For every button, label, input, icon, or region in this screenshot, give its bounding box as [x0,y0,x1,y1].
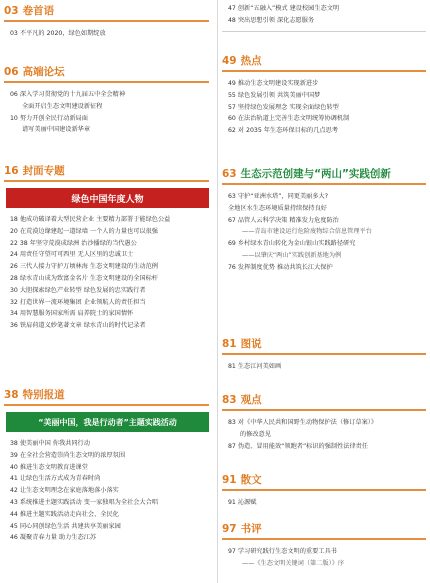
entry-title: 品管人云科学决策 精准发力危度防治 [237,216,339,224]
entry-title: 伪造、冒用能效“领跑者”标识的强制性法律责任 [237,442,369,450]
section-title: 图说 [240,338,262,350]
entry-title: 推进生态文明教育进课堂 [19,463,88,471]
section-divider [222,353,426,355]
page-number: 42 [10,487,18,495]
section-divider [4,81,209,83]
entry-title: 发挥制度优势 推动共筑长江大保护 [237,263,333,271]
section-divider [222,489,426,491]
page-number: 24 [10,251,18,259]
entry-title: 大胆探索绿色产业转型 绿色发展的忠实践行者 [19,286,146,294]
entry-title: 推进主题实践活动走向社会、全民化 [19,510,119,518]
section-header [0,387,213,403]
toc-entry [228,215,426,227]
entry-list [218,540,430,570]
section-number: 91 [222,474,237,486]
toc-entry [228,191,426,203]
toc-entry [10,273,209,285]
entry-title: 突出思想引领 深化志愿服务 [237,16,315,24]
section-title: 卷首语 [22,5,55,17]
section-title: 观点 [240,394,262,406]
entry-title: 打造世界一流环境集团 企业领航人的责任担当 [19,298,146,306]
entry-title: 让生态文明理念在家庭落地落小落实 [19,487,119,495]
entry-title: 用智慧服务国家所需 肩养院士的家国情怀 [19,310,134,318]
section-header [0,3,213,19]
toc-entry [10,113,209,125]
section-number: 16 [4,165,19,177]
entry-title: 使美丽中国 你我共同行动 [19,440,90,447]
section-cover-story [0,163,213,332]
toc-entry [10,249,209,261]
section-divider [222,538,426,540]
toc-entry [228,497,426,509]
toc-entry [228,546,426,558]
entry-title: 用责任守望可可西里 无人区里的忠诚卫士 [19,251,134,259]
section-continued [218,1,430,32]
entry-title: ——青岛市建设运行危险废物综合信息管理平台 [242,228,372,236]
entry-title: 绿水青山成为致富金名片 生态文明建设的全国标杆 [19,274,158,282]
cover-story-banner: 绿色中国年度人物 [6,188,209,208]
page-number: 44 [10,510,18,518]
page-number: 39 [10,451,18,459]
section-number: 03 [4,5,19,17]
toc-entry [228,429,426,441]
page-number: 03 [10,30,18,37]
entry-list [0,436,213,544]
page-number: 48 [228,16,236,24]
entry-title: 沁源赋 [237,499,257,506]
toc-entry [10,320,209,332]
page-number: 76 [228,263,236,271]
entry-title: 乡村绿水青山转化为金山银山实践路径研究 [237,240,356,248]
page-number: 38 [10,440,18,447]
toc-entry [228,441,426,453]
section-divider [4,404,209,406]
toc-entry [10,124,209,136]
entry-title: 让绿色生活方式成为青春时尚 [19,475,101,483]
section-title: 特别报道 [22,389,65,401]
page-number: 32 [10,298,18,306]
section-header [218,521,430,537]
toc-entry [228,417,426,429]
toc-entry [228,262,426,274]
entry-list [0,22,213,40]
section-divider [222,70,426,72]
page-number: 40 [10,463,18,471]
section-number: 49 [222,55,237,67]
section-title: 高端论坛 [22,66,65,78]
entry-title: 在法治轨道上完善生态文明统筹协调机制 [237,115,350,123]
entry-list [0,83,213,136]
toc-entry [228,102,426,114]
section-header [218,336,430,352]
entry-list [218,72,430,137]
section-opinion [218,392,430,452]
section-foreword [0,3,213,40]
page-number: 06 [10,91,18,98]
entry-title: 在全社会营造崇尚生态文明的浓厚氛围 [19,451,126,459]
section-photo-story [218,336,430,373]
page-number: 55 [228,91,236,99]
toc-entry [228,226,426,238]
entry-title: 不平凡的 2020，绿色如期绽放 [19,30,106,37]
section-number: 81 [222,338,237,350]
page-number: 43 [10,498,18,506]
entry-title: 守护“亚洲水塔”，同更美丽多大? [237,193,329,200]
page-number: 67 [228,216,236,224]
entry-list [218,411,430,452]
toc-entry [228,3,426,15]
toc-entry [228,238,426,250]
entry-title: 系统推进主题实践活动 变一家独唱为全社会大合唱 [19,498,158,506]
entry-title: 他成功破译着大型民营企业 主要精力部署于能绿色公益 [19,216,171,223]
toc-entry [10,238,209,250]
toc-entry [10,214,209,226]
entry-title: ——以肇庆“两山”实践创新基地为例 [242,251,342,259]
toc-entry [228,113,426,125]
toc-entry [228,78,426,90]
section-book-review [218,521,430,570]
page-number: 22 [10,239,18,247]
toc-entry [10,497,209,509]
section-title: 生态示范创建与“两山”实践创新 [240,168,391,180]
section-title: 书评 [240,523,262,535]
entry-title: 38 年坚守荒漠成绿洲 治沙播绿的当代愚公 [19,239,137,247]
entry-title: 创新“五融入”模式 建设校园生态文明 [237,5,340,12]
entry-title: 全地区水生态环境质量持续保持良好 [228,204,327,212]
special-report-banner: “美丽中国，我是行动者”主题实践活动 [6,412,209,432]
entry-title: 谱写美丽中国建设新华章 [22,126,91,134]
section-special-report [0,387,213,544]
section-header [0,64,213,80]
page-number: 91 [228,499,236,506]
section-number: 63 [222,168,237,180]
section-title: 热点 [240,55,262,67]
section-title: 封面专题 [22,165,65,177]
page-number: 60 [228,115,236,123]
section-header [218,53,430,69]
section-divider [4,20,209,22]
entry-title: 全面开启生态文明建设新征程 [22,102,103,110]
page-number: 57 [228,103,236,111]
section-forum [0,64,213,136]
entry-title: 凝聚青春力量 助力生态江苏 [19,534,97,542]
entry-title: 生态江河美如画 [237,363,282,370]
section-prose [218,472,430,509]
toc-entry [10,438,209,450]
toc-entry [10,308,209,320]
page-number: 10 [10,114,18,122]
toc-entry [10,462,209,474]
entry-title: 对 2035 年生态环保目标的几点思考 [237,127,338,135]
entry-title: 同心同创绿色生活 共建共享美丽家园 [19,522,121,530]
toc-entry [228,361,426,373]
section-header [218,166,430,182]
entry-title: 努力开创全民行动新局面 [19,114,88,122]
toc-entry [10,261,209,273]
entry-title: 推动生态文明建设实现新进步 [237,80,319,87]
page-number: 81 [228,363,236,370]
entry-title: 铁肩荷道义妙笔著文章 绿水青山的时代记录者 [19,322,146,330]
entry-title: 坚持绿色发展理念 实现全面绿色转型 [237,103,339,111]
entry-list [218,355,430,373]
page-number: 49 [228,80,236,87]
section-header [0,163,213,179]
toc-entry [10,297,209,309]
entry-list [218,491,430,509]
page-number: 87 [228,442,236,450]
toc-entry [228,203,426,215]
page-number: 46 [10,534,18,542]
page-number: 41 [10,475,18,483]
toc-entry [10,285,209,297]
entry-title: 对《中华人民共和国野生动物保护法（修订草案）》 [237,419,378,426]
toc-entry [228,90,426,102]
section-eco-demo [218,166,430,274]
toc-entry [10,473,209,485]
toc-entry [228,558,426,570]
toc-entry [10,532,209,544]
entry-title: 深入学习贯彻党的十九届五中全会精神 [19,91,126,98]
page-number: 26 [10,263,18,271]
toc-entry [10,450,209,462]
page-number: 47 [228,5,236,12]
page-number: 69 [228,240,236,248]
entry-list [218,1,430,27]
section-divider [222,31,426,32]
section-number: 06 [4,66,19,78]
right-column [217,0,430,583]
section-divider [222,183,426,185]
toc-entry [10,226,209,238]
page-number: 20 [10,227,18,235]
page-number: 28 [10,274,18,282]
entry-title: 在荒漠边缘建起一道绿墙 一个人的力量也可以很强 [19,227,158,235]
section-number: 83 [222,394,237,406]
toc-entry [10,521,209,533]
entry-title: ——《生态文明关键词（第二版）》序 [242,559,345,567]
page-number: 18 [10,216,18,223]
section-header [218,472,430,488]
toc-entry [228,250,426,262]
section-header [218,392,430,408]
page-number: 63 [228,193,236,200]
toc-entry [10,101,209,113]
page-number: 45 [10,522,18,530]
page-number: 83 [228,419,236,426]
page-number: 62 [228,127,236,135]
section-divider [222,409,426,411]
entry-list [0,212,213,332]
entry-title: 的修改意见 [240,430,271,438]
entry-list [218,185,430,274]
entry-title: 学习研究践行生态文明的重要工具书 [237,548,337,555]
entry-title: 三代人接力守护万顷林海 生态文明建设的生动范例 [19,263,158,271]
toc-entry [228,125,426,137]
page-number: 97 [228,548,236,555]
page-number: 36 [10,322,18,330]
page-number: 34 [10,310,18,318]
section-divider [4,180,209,182]
toc-entry [10,485,209,497]
section-title: 散文 [240,474,262,486]
section-number: 97 [222,523,237,535]
section-hotspot [218,53,430,137]
entry-title: 绿色发展引领 共筑美丽中国梦 [237,91,321,99]
page-number: 30 [10,286,18,294]
toc-entry [10,509,209,521]
toc-entry [228,15,426,27]
section-number: 38 [4,389,19,401]
toc-entry [10,28,209,40]
toc-entry [10,89,209,101]
left-column [0,0,213,583]
